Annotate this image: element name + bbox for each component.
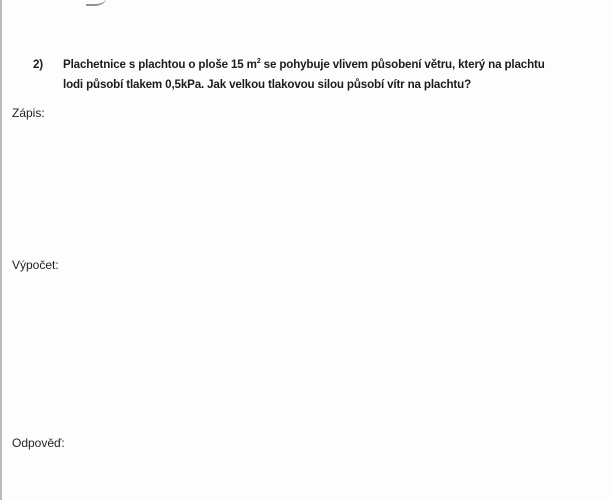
zapis-label: Zápis: (12, 106, 45, 120)
question-line-2: lodi působí tlakem 0,5kPa. Jak velkou tlakovou silou působí vítr na plachtu? (63, 78, 472, 91)
question-number: 2) (33, 58, 44, 71)
question-line-1-start: Plachetnice s plachtou o ploše 15 m (63, 58, 257, 71)
top-text-fragment (86, 0, 106, 6)
vypocet-label: Výpočet: (12, 258, 59, 272)
question-text (63, 55, 608, 95)
question-line-1-end: se pohybuje vlivem působení větru, který na plachtu (260, 58, 545, 71)
page-left-border (0, 0, 2, 500)
question-line-1 (63, 55, 608, 75)
unit-superscript: 2 (256, 58, 261, 65)
odpoved-label: Odpověď: (12, 436, 65, 450)
